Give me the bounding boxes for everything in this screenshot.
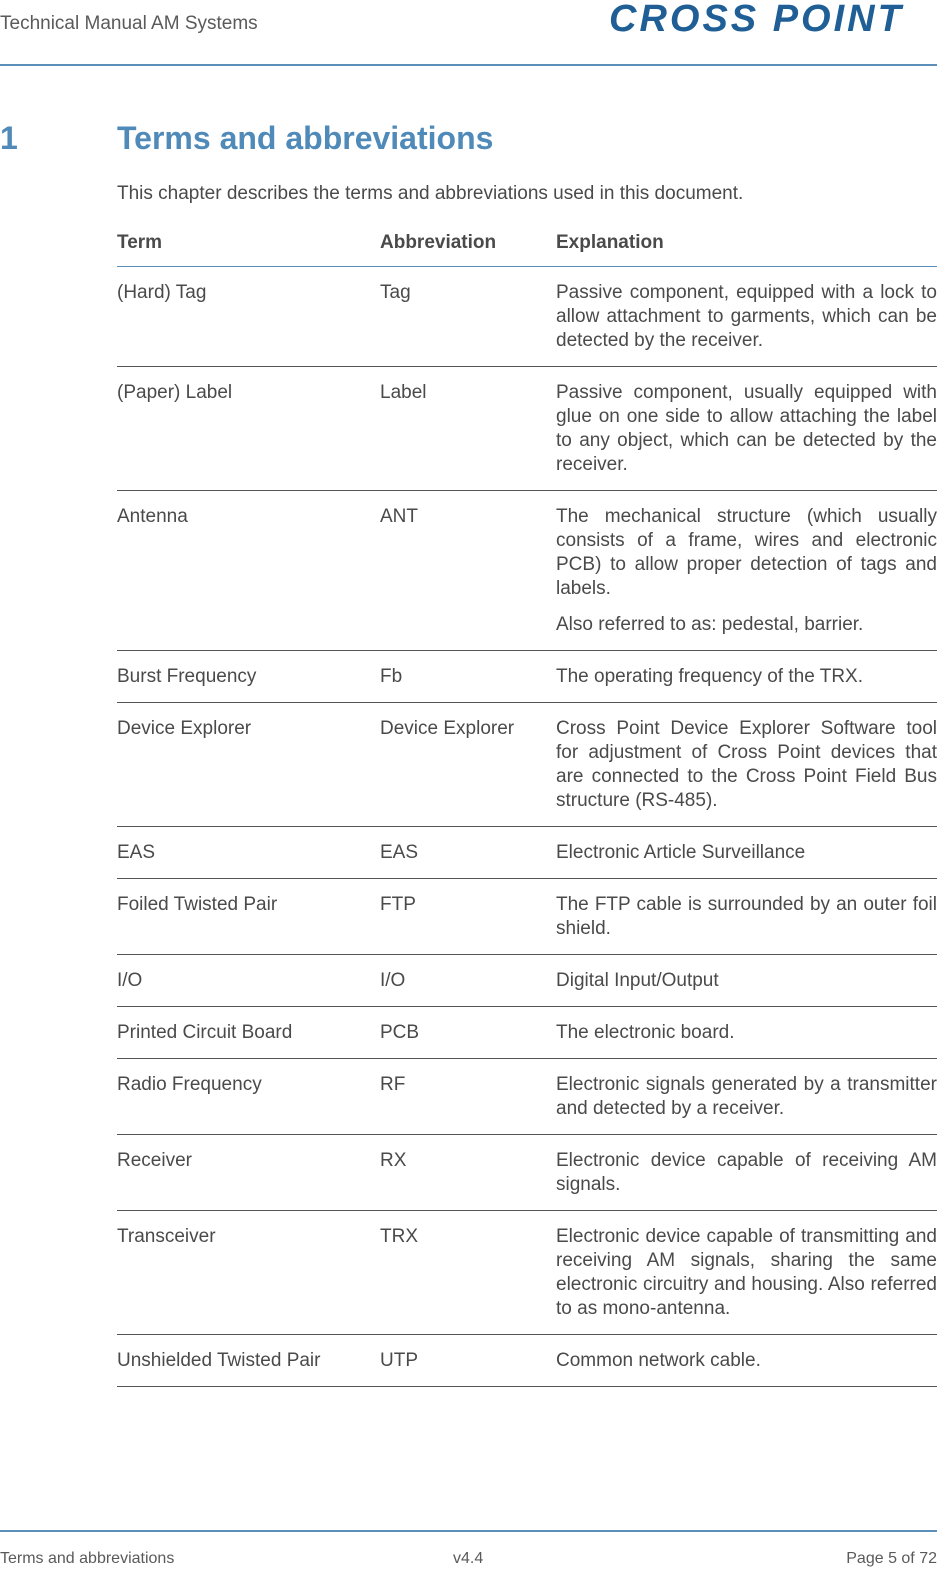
abbreviation-cell: Fb [380,666,403,687]
explanation-text: Electronic signals generated by a transmitter and detected by a receiver. [556,1074,937,1119]
table-row [117,651,937,703]
table-row [117,491,937,651]
term-cell: Unshielded Twisted Pair [117,1350,321,1371]
explanation-text: The operating frequency of the TRX. [556,666,863,687]
explanation-text: Passive component, usually equipped with glue on one side to allow attaching the label to any object, which can be detected by the receiver. [556,382,937,475]
explanation-text: Electronic Article Surveillance [556,842,806,863]
explanation-cell [556,893,937,941]
term-cell: Transceiver [117,1226,216,1247]
footer-divider [0,1530,937,1532]
table-row [117,1135,937,1211]
table-row [117,703,937,827]
explanation-cell [556,969,937,993]
term-cell: Receiver [117,1150,192,1171]
column-header-term: Term [117,232,163,253]
explanation-cell [556,505,937,637]
explanation-text: Common network cable. [556,1350,761,1371]
table-row [117,1007,937,1059]
term-cell: EAS [117,842,156,863]
chapter-intro: This chapter describes the terms and abbreviations used in this document. [117,183,744,204]
column-header-abbreviation: Abbreviation [380,232,497,253]
table-row [117,879,937,955]
abbreviation-cell: I/O [380,970,406,991]
term-cell: Device Explorer [117,718,252,739]
table-row [117,267,937,367]
explanation-cell [556,717,937,813]
term-cell: Radio Frequency [117,1074,262,1095]
term-cell: Printed Circuit Board [117,1022,293,1043]
footer-version: v4.4 [453,1550,484,1567]
term-cell: (Paper) Label [117,382,233,403]
abbreviation-cell: UTP [380,1350,418,1371]
table-row [117,1335,937,1387]
table-body [117,267,937,1387]
explanation-cell [556,281,937,353]
chapter-number: 1 [0,120,18,156]
term-cell: (Hard) Tag [117,282,207,303]
table-row [117,955,937,1007]
term-cell: I/O [117,970,143,991]
explanation-text: Electronic device capable of receiving AM signals. [556,1150,937,1195]
explanation-cell [556,841,937,865]
footer-page-number: Page 5 of 72 [846,1550,937,1567]
table-row [117,1059,937,1135]
abbreviation-cell: Device Explorer [380,718,515,739]
table-row [117,1211,937,1335]
abbreviation-cell: RF [380,1074,406,1095]
logo-text: CROSS POINT [609,0,904,38]
explanation-text: The electronic board. [556,1022,735,1043]
explanation-text: The mechanical structure (which usually consists of a frame, wires and electronic PCB) to allow proper detection of tags and labels. [556,506,937,599]
explanation-cell [556,1021,937,1045]
table-row [117,827,937,879]
explanation-cell [556,1149,937,1197]
explanation-text: Cross Point Device Explorer Software tool for adjustment of Cross Point devices that are connected to the Cross Point Field Bus structure (RS-485). [556,718,937,811]
abbreviation-cell: PCB [380,1022,420,1043]
explanation-cell [556,1349,937,1373]
header-title: Technical Manual AM Systems [0,13,258,34]
term-cell: Antenna [117,506,188,527]
explanation-text: Electronic device capable of transmitting and receiving AM signals, sharing the same electronic circuitry and housing. Also referred to as mono-antenna. [556,1226,937,1319]
explanation-cell [556,1225,937,1321]
abbreviation-cell: FTP [380,894,416,915]
explanation-text: The FTP cable is surrounded by an outer foil shield. [556,894,937,939]
term-cell: Burst Frequency [117,666,257,687]
chapter-title: Terms and abbreviations [117,120,494,156]
terms-table [117,228,937,1387]
cross-point-logo [607,0,937,38]
explanation-text: Passive component, equipped with a lock to allow attachment to garments, which can be detected by the receiver. [556,282,937,351]
explanation-text: Digital Input/Output [556,970,719,991]
explanation-text: Also referred to as: pedestal, barrier. [556,614,864,635]
abbreviation-cell: TRX [380,1226,418,1247]
term-cell: Foiled Twisted Pair [117,894,278,915]
explanation-cell [556,1073,937,1121]
abbreviation-cell: ANT [380,506,418,527]
explanation-cell [556,381,937,477]
table-header [117,228,937,267]
column-header-explanation: Explanation [556,232,664,253]
table-row [117,367,937,491]
footer-section: Terms and abbreviations [0,1550,175,1567]
abbreviation-cell: RX [380,1150,407,1171]
abbreviation-cell: Label [380,382,427,403]
abbreviation-cell: Tag [380,282,411,303]
header-divider [0,64,937,66]
abbreviation-cell: EAS [380,842,419,863]
explanation-cell [556,665,937,689]
